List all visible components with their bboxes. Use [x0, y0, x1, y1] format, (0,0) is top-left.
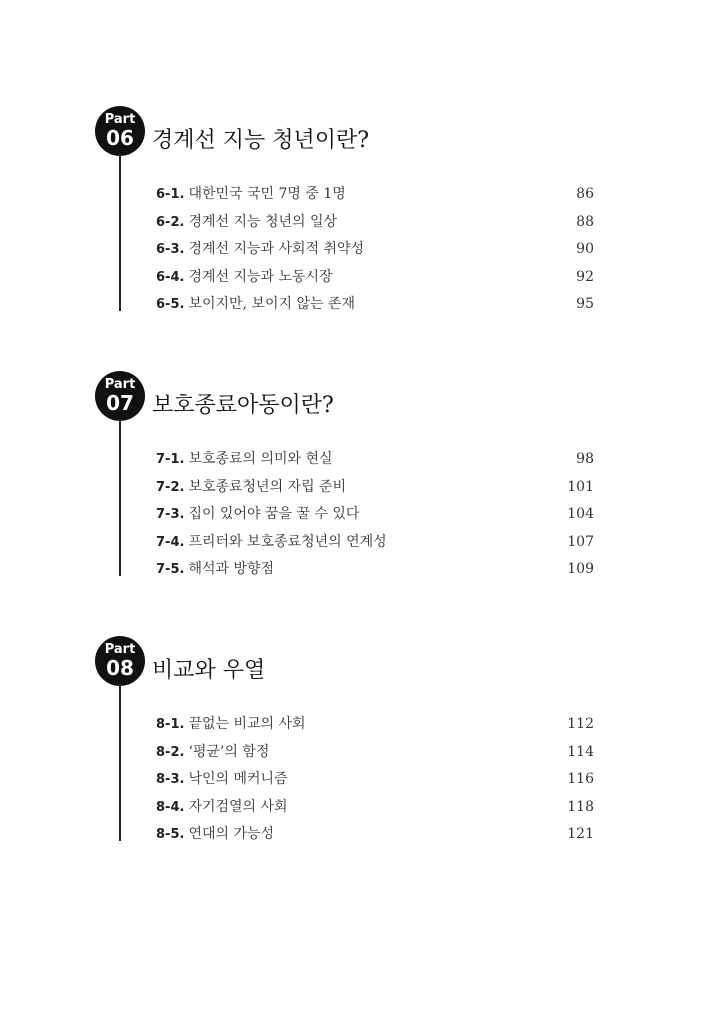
entry-page: 88	[576, 213, 594, 230]
entry-number: 7-1.	[156, 452, 185, 467]
part-08-section	[95, 636, 615, 846]
entry-page: 121	[567, 826, 594, 842]
entry-page: 95	[576, 296, 594, 312]
part-label: Part	[104, 642, 136, 657]
toc-list	[156, 449, 615, 587]
entry-number: 8-1.	[156, 717, 185, 732]
entry-page: 98	[576, 451, 594, 467]
part-label: Part	[104, 112, 136, 127]
entry-title: 경계선 지능과 사회적 취약성	[188, 241, 365, 257]
entry-number: 8-4.	[156, 799, 185, 815]
entry-number: 8-2.	[156, 744, 185, 760]
part-badge	[95, 636, 145, 686]
toc-entry[interactable]	[156, 504, 615, 532]
entry-number: 7-2.	[156, 479, 185, 495]
entry-page: 114	[567, 743, 594, 760]
section-rule	[119, 154, 121, 311]
entry-number: 6-3.	[156, 242, 185, 257]
toc-entry[interactable]	[156, 267, 615, 295]
entry-number: 8-5.	[156, 827, 185, 842]
toc-entry[interactable]	[156, 449, 615, 477]
part-07-section	[95, 371, 615, 581]
entry-page: 92	[576, 268, 594, 285]
section-rule	[119, 419, 121, 576]
toc-entry[interactable]	[156, 714, 615, 742]
entry-page: 86	[576, 186, 594, 202]
entry-page: 101	[567, 478, 594, 495]
entry-page: 104	[567, 506, 594, 522]
entry-title: 경계선 지능 청년의 일상	[188, 213, 338, 230]
toc-entry[interactable]	[156, 824, 615, 852]
toc-entry[interactable]	[156, 742, 615, 770]
entry-page: 107	[567, 533, 594, 550]
entry-number: 6-5.	[156, 297, 185, 312]
entry-number: 7-3.	[156, 507, 185, 522]
toc-entry[interactable]	[156, 797, 615, 825]
toc-entry[interactable]	[156, 212, 615, 240]
part-06-section	[95, 106, 615, 316]
entry-title: ‘평균’의 함정	[188, 743, 270, 760]
part-label: Part	[104, 377, 136, 392]
entry-page: 112	[567, 716, 594, 732]
entry-title: 낙인의 메커니즘	[188, 771, 288, 787]
toc-entry[interactable]	[156, 294, 615, 322]
part-title: 비교와 우열	[152, 658, 266, 683]
toc-entry[interactable]	[156, 559, 615, 587]
entry-title: 집이 있어야 꿈을 꿀 수 있다	[188, 506, 360, 522]
toc-entry[interactable]	[156, 184, 615, 212]
entry-title: 자기검열의 사회	[188, 798, 288, 815]
part-title: 보호종료아동이란?	[152, 393, 334, 418]
entry-title: 보이지만, 보이지 않는 존재	[188, 296, 356, 312]
entry-page: 109	[567, 561, 594, 577]
toc-list	[156, 714, 615, 852]
entry-page: 118	[567, 798, 594, 815]
part-number: 06	[106, 126, 134, 150]
entry-title: 해석과 방향점	[188, 561, 275, 577]
entry-title: 프리터와 보호종료청년의 연계성	[188, 533, 387, 550]
part-badge	[95, 371, 145, 421]
entry-page: 90	[576, 241, 594, 257]
entry-number: 7-5.	[156, 562, 185, 577]
part-badge	[95, 106, 145, 156]
part-title: 경계선 지능 청년이란?	[152, 128, 370, 153]
toc-entry[interactable]	[156, 477, 615, 505]
entry-number: 7-4.	[156, 534, 185, 550]
part-number: 08	[106, 656, 134, 680]
toc-list	[156, 184, 615, 322]
entry-number: 6-4.	[156, 269, 185, 285]
section-rule	[119, 684, 121, 841]
toc-entry[interactable]	[156, 532, 615, 560]
toc-entry[interactable]	[156, 239, 615, 267]
entry-title: 보호종료의 의미와 현실	[188, 451, 333, 467]
entry-title: 보호종료청년의 자립 준비	[188, 478, 347, 495]
part-number: 07	[106, 391, 134, 415]
entry-number: 6-2.	[156, 214, 185, 230]
entry-number: 6-1.	[156, 187, 185, 202]
entry-title: 연대의 가능성	[188, 826, 275, 842]
entry-page: 116	[567, 771, 594, 787]
toc-entry[interactable]	[156, 769, 615, 797]
entry-title: 끝없는 비교의 사회	[188, 716, 306, 732]
entry-number: 8-3.	[156, 772, 185, 787]
entry-title: 경계선 지능과 노동시장	[188, 268, 333, 285]
entry-title: 대한민국 국민 7명 중 1명	[188, 186, 346, 202]
